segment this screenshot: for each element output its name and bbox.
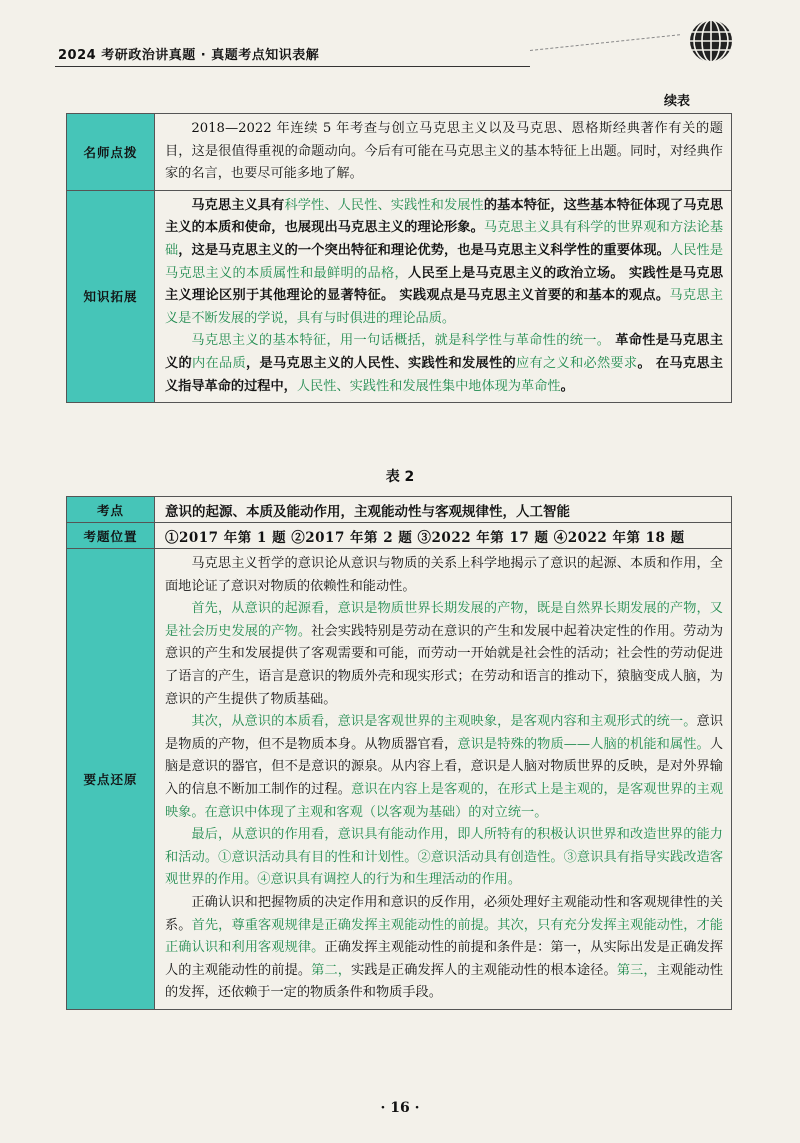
text-run: ，是马克思主义的人民性、实践性和发展性的 [246, 355, 516, 371]
text-run: 马克思主义具有 [191, 197, 285, 213]
text-run: 。 在马克思主义指导革命的过程中， [165, 355, 724, 394]
table-row [67, 190, 732, 402]
text-run: 的基本特征，这些基本特征体现了马克思主义的本质和使命，也展现出马克思主义的理论形象。 [165, 197, 724, 236]
text-run: ，这是马克思主义的一个突出特征和理论优势，也是马克思主义科学性的重要体现。 [178, 242, 670, 258]
text-run: 意识是物质的产物，但不是物质本身。从物质器官看， [165, 714, 724, 752]
paragraph [165, 892, 723, 1005]
text-run: 首先，尊重客观规律是正确发挥主观能动性的前提。其次，只有充分发挥主观能动性，才能正确认识和利用客观规律。 [165, 917, 723, 956]
text-run: 马克思主义的基本特征，用一句话概括，就是科学性与革命性的统一。 [191, 333, 611, 349]
text-run: 最后，从意识的作用看，意识具有能动作用，即人所特有的积极认识世界和改造世界的能力和活动。 [165, 827, 723, 865]
topic-content: 意识的起源、本质及能动作用，主观能动性与客观规律性，人工智能 [155, 497, 732, 523]
running-header-title: 2024 考研政治讲真题 · 真题考点知识表解 [58, 48, 320, 63]
text-run: 首先，从意识的起源看，意识是物质世界长期发展的产物，既是自然界长期发展的产物，又是社会历史发展的产物。 [165, 601, 723, 639]
text-run: 革命性是马克思主义的 [165, 333, 724, 371]
row-label-location: 考题位置 [67, 523, 155, 549]
row-label-extension: 知识拓展 [67, 190, 155, 402]
paragraph [165, 711, 723, 824]
text-run: 社会实践特别是劳动在意识的产生和发展中起着决定性的作用。劳动为意识的产生和发展提供了客观需要和可能，而劳动一开始就是社会性的活动；社会性的劳动促进了语言的产生，语言是意识的物质外壳和现实形式；在劳动和语言的推动下，猿脑变成人脑，为意识的产生提供了物质基础。 [165, 623, 723, 707]
text-run: 科学性、人民性、实践性和发展性 [284, 197, 484, 213]
row-label-tips: 名师点拨 [67, 114, 155, 191]
paragraph [165, 598, 723, 711]
paragraph [165, 195, 723, 331]
paragraph [165, 330, 723, 398]
page-number: · 16 · [380, 1100, 420, 1116]
paragraph [165, 824, 723, 892]
text-run: 人脑是意识的器官，但不是意识的源泉。从内容上看，意识是人脑对物质世界的反映，是对外界输入的信息不断加工制作的过程。 [165, 736, 724, 797]
table-2 [66, 496, 732, 1010]
key-points-content [155, 549, 732, 1010]
paragraph [165, 118, 723, 186]
text-run: 人民至上是马克思主义的政治立场。 实践性是马克思主义理论区别于其他理论的显著特征。 实践观点是马克思主义首要的和基本的观点。 [165, 265, 724, 304]
location-content: ①2017 年第 1 题 ②2017 年第 2 题 ③2022 年第 17 题 ④2022 年第 18 题 [155, 523, 732, 549]
text-run: 意识是特殊的物质——人脑的机能和属性。 [457, 736, 710, 752]
text-run: 实践是正确发挥人的主观能动性的根本途径。 [351, 962, 617, 978]
table-row [67, 549, 732, 1010]
text-run: 正确认识和把握物质的决定作用和意识的反作用，必须处理好主观能动性和客观规律性的关系。 [165, 894, 723, 933]
text-run: 马克思主义具有科学的世界观和方法论基础 [165, 220, 724, 258]
text-run: 第三， [616, 962, 657, 978]
text-run: 其次，从意识的本质看，意识是客观世界的主观映象，是客观内容和主观形式的统一。 [191, 714, 697, 730]
text-run: 应有之义和必然要求 [515, 355, 638, 371]
table-2-title: 表 2 [385, 469, 415, 485]
row-label-topic: 考点 [67, 497, 155, 523]
header-rule [55, 66, 530, 67]
text-run: 人民性、实践性和发展性集中地体现为革命性 [296, 378, 561, 394]
row-label-key-points: 要点还原 [67, 549, 155, 1010]
table-row [67, 497, 732, 523]
text-run: 人民性是马克思主义的本质属性和最鲜明的品格， [165, 242, 724, 281]
table-1-continued [66, 113, 732, 403]
text-run: 正确发挥主观能动性的前提和条件是：第一，从实际出发是正确发挥人的主观能动性的前提。 [165, 940, 724, 978]
text-run: 马克思主义是不断发展的学说，具有与时俱进的理论品质。 [165, 288, 724, 326]
text-run: 2018—2022 年连续 5 年考查与创立马克思主义以及马克思、恩格斯经典著作有关的题目，这是很值得重视的命题动向。今后有可能在马克思主义的基本特征上出题。同时，对经典作家的名言，也要尽可能多地了解。 [165, 121, 723, 182]
table-row [67, 523, 732, 549]
globe-icon [688, 18, 734, 64]
header-dashed-rule [530, 34, 680, 67]
text-run: ①意识活动具有目的性和计划性。②意识活动具有创造性。③意识具有指导实践改造客观世界的作用。④意识具有调控人的行为和生理活动的作用。 [165, 849, 724, 888]
extension-content [155, 190, 732, 402]
text-run: 意识在内容上是客观的，在形式上是主观的，是客观世界的主观映象。在意识中体现了主观和客观（以客观为基础）的对立统一。 [165, 781, 724, 820]
table-row [67, 114, 732, 191]
continued-label: 续表 [664, 94, 691, 109]
text-run: 内在品质 [192, 355, 246, 371]
tips-content [155, 114, 732, 191]
text-run: 主观能动性的发挥，还依赖于一定的物质条件和物质手段。 [165, 962, 724, 1001]
text-run: 。 [560, 378, 574, 394]
text-run: 马克思主义哲学的意识论从意识与物质的关系上科学地揭示了意识的起源、本质和作用，全面地论证了意识对物质的依赖性和能动性。 [165, 556, 723, 594]
text-run: 第二， [311, 962, 352, 978]
paragraph [165, 553, 723, 598]
